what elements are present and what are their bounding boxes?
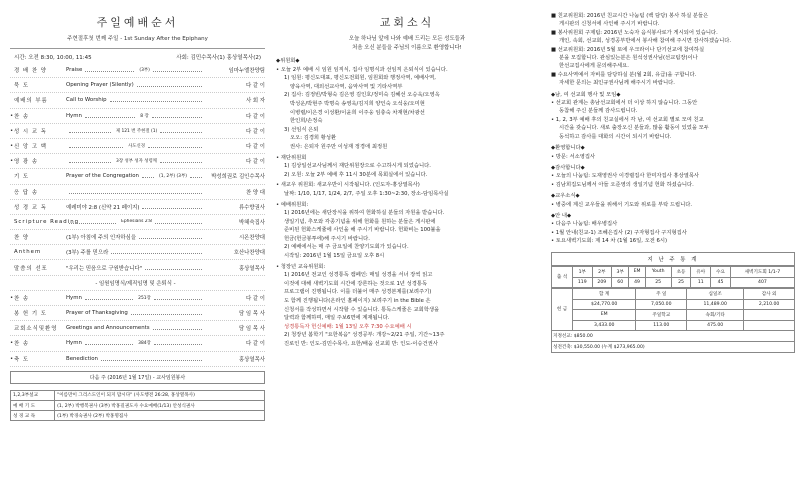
row-marker: •: [10, 158, 14, 165]
next-week-role: 성 경 교 독: [11, 411, 55, 421]
order-item-english: 예레미야 2:8 (신약 21 페이지): [66, 204, 140, 211]
leader-dots: [139, 235, 202, 239]
order-item-english: - 임원임명식/제직임명 및 은퇴식 -: [95, 280, 176, 287]
order-item-detail: [66, 264, 205, 272]
news-line: ◆위원회◆: [276, 58, 300, 64]
order-item-label: 찬 양: [14, 235, 30, 242]
committee-news-line: • 선교회 관계는 총남선교회에서 더 이상 하지 않습니다. 그동안: [551, 100, 698, 107]
order-item-leader: 홍상열목사: [238, 265, 265, 272]
order-item-detail: [66, 97, 205, 103]
worship-order-row: [10, 200, 265, 215]
welcome-line-1: 오늘 하나님 앞에 나와 예배 드리는 모든 성도들과: [348, 36, 466, 42]
leader-dots: [155, 220, 202, 224]
order-item-english: Hymn: [66, 294, 82, 301]
offering-header: 십일조: [687, 288, 744, 299]
worship-order-row: [10, 109, 265, 124]
service-presider: 사회: 김민수목사(1) 홍상열목사(2): [176, 55, 261, 61]
news-line: 헌금(헌금봉투에)해 주시기 바랍니다.: [284, 235, 370, 242]
worship-order-row: [10, 63, 265, 78]
order-item-leader: 임마누엘찬양팀: [228, 68, 265, 75]
leader-dots: [160, 129, 202, 133]
offering-value: [744, 320, 795, 330]
attendance-header: 유아: [691, 266, 711, 277]
order-item-english: Hymn: [66, 340, 82, 347]
order-item-label: 축 도: [14, 356, 30, 363]
offering-header: 주 일: [636, 288, 687, 299]
row-marker: •: [10, 143, 14, 150]
church-news-column: [276, 0, 538, 486]
offering-value: 113.00: [636, 320, 687, 330]
attendance-header: Youth: [645, 266, 671, 277]
leader-dots: [69, 159, 111, 163]
leader-dots: [111, 250, 202, 254]
news-line: 박성운/박현주 박명숙 송영욱/김지희 양인숙 오석웅/오미현: [290, 100, 425, 107]
offering-table: [551, 288, 795, 353]
worship-order-row: [10, 78, 265, 93]
offering-header: 속회/기타: [687, 309, 744, 320]
news-line: 시작일: 2016년 1월 15일 금요일 오후 8시: [284, 253, 385, 260]
order-item-label: 찬 송: [14, 295, 30, 302]
leader-dots: [160, 159, 202, 163]
news-line: 성경통독자 헌신예배: 1월 13일 오후 7:30 수요예배 시: [284, 323, 412, 330]
committee-news-line: ■ 친교위원회: 2016년 친교시간 나눔팀 (백 담당) 봉사 하실 분들은: [551, 13, 709, 19]
committee-news-line: ◆환영합니다◆: [551, 145, 585, 152]
leader-dots: [85, 68, 134, 72]
leader-dots: [154, 341, 202, 345]
order-item-english: "우리는 믿음으로 구원받습니다": [66, 265, 143, 272]
order-item-detail: [66, 340, 205, 346]
leader-dots: [148, 144, 202, 148]
order-item-detail: [66, 143, 205, 149]
order-item-note: 251장: [138, 295, 151, 301]
order-item-detail: [66, 82, 205, 88]
order-item-detail: [66, 248, 205, 256]
news-line: • 오늘 2부 예배 시 임원 임직식, 집사 임명식과 선임직 은퇴식이 있습니다.: [276, 66, 448, 73]
leader-dots: [110, 98, 202, 102]
offering-label: 헌 금: [552, 288, 573, 330]
attendance-value: 11: [691, 277, 711, 287]
news-line: 1) 2016년 전교인 성경통독 캠페인: 매일 성경을 서너 장씩 읽고: [284, 272, 433, 279]
attendance-value: 25: [645, 277, 671, 287]
row-marker: •: [10, 294, 14, 301]
offering-value: 2,210.00: [744, 299, 795, 309]
committee-news-line: • 다음주 나눔팀: 배우병집사: [551, 221, 618, 228]
order-item-note: 제 121 번 주현절 (1): [115, 128, 158, 134]
worship-order-row: [10, 154, 265, 169]
next-week-table: [10, 390, 265, 422]
service-info: [14, 53, 261, 61]
attendance-value: 49: [629, 277, 645, 287]
order-item-label: 영 광 송: [14, 159, 39, 166]
committee-news-line: 개인, 속회, 선교회, 성경공부반에서 봉사해 참여해 주시면 감사하겠습니다.: [559, 38, 732, 45]
committee-news-line: 자세한 문의는 최인규권사님께 해주시기 바랍니다.: [559, 80, 675, 87]
order-item-label: 예배의 부름: [14, 98, 48, 105]
offering-value: $24,770.00: [573, 299, 636, 309]
building-fund: 성전건축: $30,550.00 (누계 $273,965.00): [552, 341, 795, 352]
order-item-leader: 사 회 자: [245, 98, 265, 105]
news-line: 달력과 함께하며, 매일 주보6면에 계재됩니다.: [284, 315, 390, 322]
order-item-detail: [66, 356, 205, 362]
order-item-leader: 류수향권사: [238, 204, 265, 211]
committee-news-line: ◆감사합니다◆: [551, 164, 585, 171]
order-item-label: 기 도: [14, 174, 30, 181]
order-item-note: (3부): [139, 68, 150, 74]
order-item-detail: [66, 233, 205, 241]
news-line: 1) 임원: 평신도대표, 평신도전회원, 임원회와 행정사역, 예배사역,: [284, 75, 436, 82]
news-list: [276, 57, 538, 349]
committee-news-line: 한선교집사에게 문의해주세요.: [559, 63, 629, 70]
worship-order-row: [10, 230, 265, 245]
committee-news-line: • 김남희집도님께서 아들 오준영의 생일기념 헌화 하셨습니다.: [551, 181, 694, 188]
order-item-english: Prayer of Thanksgiving: [66, 310, 128, 317]
order-item-label: 찬 송: [14, 113, 30, 120]
order-item-english: Call to Worship: [66, 97, 107, 104]
leader-dots: [69, 190, 202, 194]
news-line: 신청서를 작성하면서 시작할 수 있습니다. 통독스케줄은 교회학생을: [284, 306, 440, 313]
order-item-detail: [66, 128, 205, 134]
attendance-header: 새벽기도회 1/1-7: [730, 266, 794, 277]
news-line: 2) 집사: 김정빈/박형숙 김은영 김인호/정미숙 김혜선 오승욱/오영옥: [284, 92, 440, 99]
mission-offering: 지정선교: $850.00: [552, 330, 795, 341]
committee-news-list: [551, 12, 795, 246]
order-item-label: Anthem: [14, 249, 42, 256]
offering-header: 합 계: [573, 288, 636, 299]
order-item-leader: 다 같 이: [245, 83, 265, 90]
committee-news-line: 동참해 주신 분들께 감사드립니다.: [559, 108, 638, 115]
leader-dots: [85, 296, 133, 300]
next-week-header: 다음 주 (2016년 1월 17일) - 교사임원봉사: [10, 371, 265, 384]
order-item-note: 384장: [138, 341, 151, 347]
worship-order-row: [10, 336, 265, 351]
news-line: 2) 오원: 오늘 2부 예배 후 11시 30분에 목회실에서 있습니다.: [284, 171, 428, 178]
news-line: 권사: 은퇴자 원주만 이성재 정경애 최정원: [290, 143, 388, 150]
committee-news-line: • 오늘의 나눔팀: 도재영권사 이경렬집사 한미자집사 홍상열목사: [551, 173, 700, 180]
leader-dots: [142, 174, 154, 178]
attendance-value: 119: [573, 277, 593, 287]
order-item-label: 성 경 교 독: [14, 204, 47, 211]
order-item-leader: 다 같 이: [245, 341, 265, 348]
worship-order-row: [10, 291, 265, 306]
news-line: 3) 선임식 은퇴: [284, 126, 319, 133]
offering-value: 11,489.00: [687, 299, 744, 309]
order-item-english: Hymn: [66, 112, 82, 119]
news-line: 준비된 헌화스케쥴에 사인을 해 주시기 바랍니다. 헌화비는 100불을: [284, 227, 441, 234]
order-item-label: 응 답 송: [14, 189, 39, 196]
order-item-english: Opening Prayer (Silently): [66, 82, 134, 89]
order-item-label: 찬 송: [14, 341, 30, 348]
news-line: 1) 2016년에는 새단장식을 위하여 헌화하실 분들의 자원을 받습니다.: [284, 210, 445, 217]
next-week-row: [11, 411, 265, 421]
news-line: 프로그램이 진행됩니다. 이를 더불어 매주 성경본제를(보려주기): [284, 289, 432, 296]
order-item-detail: [66, 279, 205, 287]
order-item-leader: 담 임 목 사: [239, 311, 265, 318]
news-line: 양육사역, 대외선교사역, 음악사역 및 기타사역부: [290, 83, 403, 90]
order-item-note: 사도신경: [128, 144, 145, 150]
leader-dots: [142, 205, 202, 209]
attendance-header: 초등: [671, 266, 691, 277]
attendance-value: 407: [730, 277, 794, 287]
news-line: 2) 청장년 봄학기 "요한복음" 성경공부: 개강~2/21 주일, 기간~13주: [284, 332, 445, 339]
order-item-leader: 다 같 이: [245, 144, 265, 151]
next-week-detail: (1, 2부) 박행복권사 (3부) 박홍길권도사 수요예배(1/13) 안성식권사: [55, 400, 265, 410]
attendance-table: [551, 266, 795, 288]
news-line: • 예배위원회:: [276, 201, 309, 208]
worship-order-row: [10, 276, 265, 291]
welcome-line-2: 처음 오신 분들을 주님의 이름으로 환영합니다!: [352, 45, 462, 51]
leader-dots: [153, 68, 202, 72]
offering-header: 주일학교: [636, 309, 687, 320]
committee-news-line: 시간을 갖습니다. 새로 출장오신 분들과, 많을 활동이 있었을 모두: [559, 125, 709, 132]
row-marker: •: [10, 340, 14, 347]
committee-news-line: • 1월 안내(친교-1) 조혜은집사 (2) 구자형집사 구지형집사: [551, 229, 687, 236]
committee-news-line: • 병중에 계신 교우들을 위해서 기도와 위로를 부탁 드립니다.: [551, 201, 693, 208]
order-item-label: 말씀의 선포: [14, 265, 48, 272]
offering-value: 7,050.00: [636, 299, 687, 309]
order-item-leader: 호산나찬양대: [233, 250, 265, 257]
committee-news-line: 분을 모집합니다. 관심있는분은 원석성권사님(선교팀장)이나: [559, 55, 698, 62]
offering-header: 감사 외: [744, 288, 795, 299]
committee-news-line: ◆안 내◆: [551, 212, 572, 219]
leader-dots: [69, 220, 116, 224]
worship-order-row: [10, 124, 265, 139]
committee-news-line: ■ 봉사위원회 구제팀: 2016년 노숙자 음식봉사로가 게시되어 있습니다.: [551, 29, 718, 36]
news-line: 생일기념, 추모와 각종기념을 위해 헌화를 원하는 분들은 게시판에: [284, 218, 436, 225]
order-item-leader: 찬 양 대: [245, 189, 265, 196]
order-item-note: Ephesians 2:8: [121, 219, 152, 225]
committee-news-line: • 토요새벽기도회: 제 14 차 (1월 16일, 오전 6시): [551, 238, 668, 245]
order-item-leader: 박성희권로 김인수목사: [211, 174, 265, 181]
order-item-label: 봉 헌 기 도: [14, 311, 47, 318]
leader-dots: [154, 296, 202, 300]
order-item-label: 묵 도: [14, 83, 30, 90]
worship-order-row: [10, 306, 265, 321]
stats-header: 지 난 주 통 계: [551, 252, 795, 266]
order-item-leader: 다 같 이: [245, 128, 265, 135]
news-line: 날짜: 1/10, 1/17, 1/24, 2/7, 주일 오후 1:30~2:30, 장소-담임목사실: [284, 190, 449, 197]
order-item-note: 3장 성부 성자 성령께: [116, 159, 157, 165]
news-line: 1) 김상일선교사님께서 재단위원장으로 수고하시게 되었습니다.: [284, 163, 431, 170]
order-item-detail: [66, 158, 205, 164]
order-item-detail: [66, 190, 205, 194]
news-line: 도 함께 진행됩니다(온라인 홈페이지) 보려주기 in the Bible 은: [284, 298, 431, 305]
news-line: 2) 예배에서는 매 주 금요일에 찬양기도회가 있습니다.: [284, 244, 409, 251]
leader-dots: [85, 341, 133, 345]
offering-header: EM: [573, 309, 636, 320]
news-line: 진로인 반: 인도-김민수목사, 요한/배움 선교회 반: 인도-이승건권사: [284, 341, 439, 347]
leader-dots: [137, 83, 202, 87]
news-line: 한인희/손정숙: [290, 118, 323, 125]
next-week-role: 예 배 기 도: [11, 400, 55, 410]
church-news-title: 교회소식: [379, 16, 435, 29]
offering-header: [744, 309, 795, 320]
committee-news-line: ◆남, 여 선교회 행사 및 모임◆: [551, 91, 621, 98]
attendance-header: 수요: [711, 266, 731, 277]
order-item-leader: 다 같 이: [245, 113, 265, 120]
attendance-value: 45: [711, 277, 731, 287]
row-marker: •: [10, 112, 14, 119]
worship-order-column: [10, 0, 265, 486]
attendance-header: EM: [629, 266, 645, 277]
worship-order-row: [10, 185, 265, 200]
order-item-leader: 담 임 목 사: [239, 326, 265, 333]
order-item-label: 성 시 교 독: [14, 128, 47, 135]
order-item-detail: [66, 67, 205, 73]
attendance-value: 25: [671, 277, 691, 287]
order-item-label: 경 배 찬 양: [14, 68, 47, 75]
worship-order-row: [10, 260, 265, 275]
order-item-leader: 다 같 이: [245, 295, 265, 302]
news-line: • 새교우 위원회: 새교우반이 시작됩니다. (인도자-홍상열목사): [276, 182, 420, 189]
news-line: 이병렬/이은경 이성환/이윤희 이주웅 임충숙 차재현/차광선: [290, 109, 425, 116]
order-item-english: Greetings and Announcements: [66, 325, 150, 332]
worship-order-row: [10, 215, 265, 230]
order-item-detail: [66, 295, 205, 301]
next-week-role: 1,2,3부설교: [11, 390, 55, 400]
news-line: 이것에 대해 새벽기도회 시간에 강론하는 것으로 1년 성경통독: [284, 280, 428, 287]
worship-order-title: 주일예배순서: [96, 16, 179, 29]
leader-dots: [190, 174, 202, 178]
order-item-english: (3부) 주를 믿으라: [66, 250, 109, 257]
committee-news-line: ■ 수요사역예서 자비를 담당하실 분(월 2회, 유급)을 구합니다.: [551, 71, 697, 78]
order-item-detail: [66, 310, 205, 316]
order-item-note: 8 장: [140, 113, 149, 119]
attendance-label: 출 석: [552, 266, 573, 287]
worship-subtitle: 주현절후첫 번째 주일 - 1st Sunday After the Epiphany: [67, 36, 208, 42]
welcome-message: [276, 35, 538, 53]
order-item-english: Benediction: [66, 355, 98, 362]
order-item-label: 신 앙 고 백: [14, 144, 47, 151]
order-item-english: Praise: [66, 67, 83, 74]
order-item-detail: [66, 173, 205, 179]
offering-value: 475.00: [687, 320, 744, 330]
attendance-header: 2부: [592, 266, 612, 277]
committee-news-line: 게시판의 신청서에 사인해 주시기 바랍니다.: [559, 21, 660, 28]
leader-dots: [152, 114, 202, 118]
divider: [10, 48, 265, 49]
next-week-detail: "이름만이 그리스도인이 되지 맙시다" (사도행전 26:28, 홍상열목사): [55, 390, 265, 400]
leader-dots: [101, 357, 202, 361]
row-marker: •: [10, 355, 14, 362]
worship-order-row: [10, 321, 265, 336]
order-item-leader: 시온찬양대: [238, 235, 265, 242]
leader-dots: [85, 114, 135, 118]
committee-news-column: [551, 0, 795, 486]
order-item-note: (1, 2부) (3부): [159, 174, 187, 180]
order-item-leader: 박혜숙집사: [238, 219, 265, 226]
news-line: • 청장년 교육위원회:: [276, 263, 326, 270]
news-line: 오오: 김경희 황성환: [290, 135, 337, 142]
worship-order-row: [10, 352, 265, 367]
order-item-detail: [66, 113, 205, 119]
committee-news-line: • 1, 2, 3부 예배 후의 친교실에서 각 남, 여 선교회 별로 모여 친교: [551, 116, 704, 123]
row-marker: •: [10, 127, 14, 134]
committee-news-line: ◆교우소식◆: [551, 193, 580, 200]
leader-dots: [153, 326, 202, 330]
order-item-english: Prayer of the Congregation: [66, 173, 139, 180]
order-item-english: (1부) 아침에 주의 인자하심을: [66, 235, 137, 242]
committee-news-line: ■ 선교위원회: 2016년 5월 또에 우크라이나 단기선교에 참여하실: [551, 46, 705, 53]
attendance-value: 209: [592, 277, 612, 287]
attendance-header: 3부: [612, 266, 629, 277]
next-week-detail: (1부) 박경숙권사 (2부) 박홍명집사: [55, 411, 265, 421]
order-item-detail: [66, 219, 205, 224]
news-line: • 재단위원회: [276, 154, 307, 161]
committee-news-line: • 방문: 서소영집사: [551, 153, 596, 160]
committee-news-line: 동석하고 감사를 대화의 시간이 되시기 바랍니다.: [559, 133, 672, 140]
order-item-leader: 홍상열목사: [238, 356, 265, 363]
worship-order-row: [10, 169, 265, 184]
leader-dots: [145, 266, 202, 270]
next-week-row: [11, 390, 265, 400]
order-item-leader: 다 같 이: [245, 159, 265, 166]
attendance-header: 1부: [573, 266, 593, 277]
service-time: 시간: 오전 8:30, 10:00, 11:45: [14, 55, 92, 61]
order-item-detail: [66, 325, 205, 331]
worship-order-row: [10, 139, 265, 154]
next-week-row: [11, 400, 265, 410]
leader-dots: [69, 144, 123, 148]
order-item-label: Scripture Reading: [14, 218, 80, 225]
worship-order-row: [10, 93, 265, 108]
worship-order-row: [10, 245, 265, 260]
leader-dots: [131, 311, 202, 315]
offering-value: 3,433.00: [573, 320, 636, 330]
leader-dots: [69, 129, 111, 133]
order-item-detail: [66, 203, 205, 211]
attendance-value: 60: [612, 277, 629, 287]
worship-order-list: [10, 63, 265, 367]
order-item-label: 교회소식및환영: [14, 326, 58, 333]
